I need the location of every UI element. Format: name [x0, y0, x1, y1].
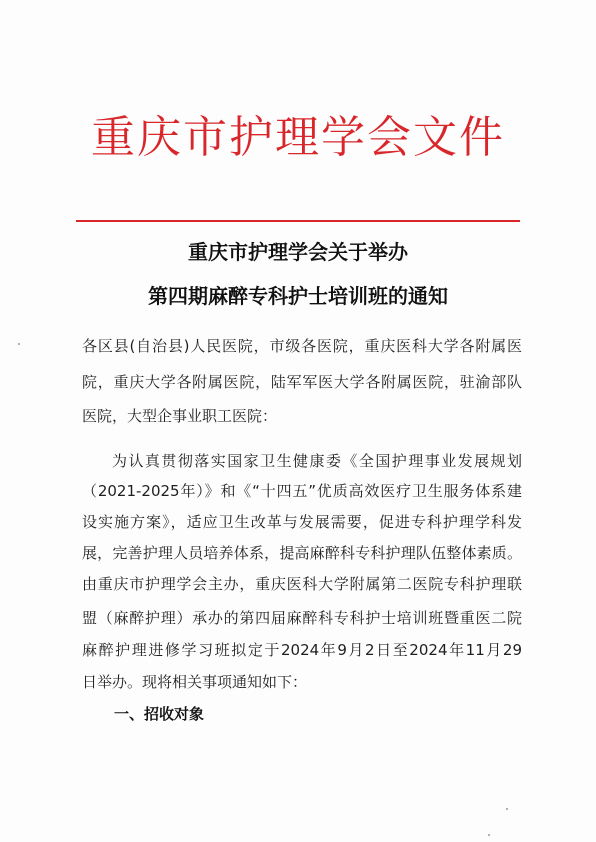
paragraph-line-3: 设实施方案》，适应卫生改革与发展需要，促进专科护理学科发 [82, 513, 522, 531]
paragraph-line-4: 展，完善护理人员培养体系，提高麻醉科专科护理队伍整体素质。 [82, 544, 522, 562]
notice-title-line-1: 重庆市护理学会关于举办 [188, 240, 408, 264]
paragraph-line-2: （2021-2025年）》和《“十四五”优质高效医疗卫生服务体系建 [82, 482, 522, 500]
scan-speck [506, 808, 508, 810]
scan-speck [18, 343, 20, 345]
paragraph-line-8: 日举办。现将相关事项通知如下： [82, 673, 308, 691]
paragraph-line-1: 为认真贯彻落实国家卫生健康委《全国护理事业发展规划 [112, 452, 522, 470]
notice-title-line-2: 第四期麻醉专科护士培训班的通知 [148, 284, 448, 308]
recipients-line-1: 各区县(自治县)人民医院，市级各医院，重庆医科大学各附属医 [82, 337, 522, 355]
org-masthead-title: 重庆市护理学会文件 [91, 112, 505, 163]
paragraph-line-6: 盟（麻醉护理）承办的第四届麻醉科专科护士培训班暨重医二院 [82, 609, 522, 627]
section-heading: 一、招收对象 [114, 705, 205, 723]
scan-speck [488, 834, 490, 836]
recipients-line-2: 院，重庆大学各附属医院，陆军军医大学各附属医院，驻渝部队 [82, 373, 522, 391]
recipients-line-3: 医院，大型企事业职工医院： [82, 407, 278, 425]
red-divider-rule [76, 220, 520, 222]
paragraph-line-5: 由重庆市护理学会主办，重庆医科大学附属第二医院专科护理联 [82, 575, 522, 593]
paragraph-line-7: 麻醉护理进修学习班拟定于2024年9月2日至2024年11月29 [82, 641, 522, 659]
